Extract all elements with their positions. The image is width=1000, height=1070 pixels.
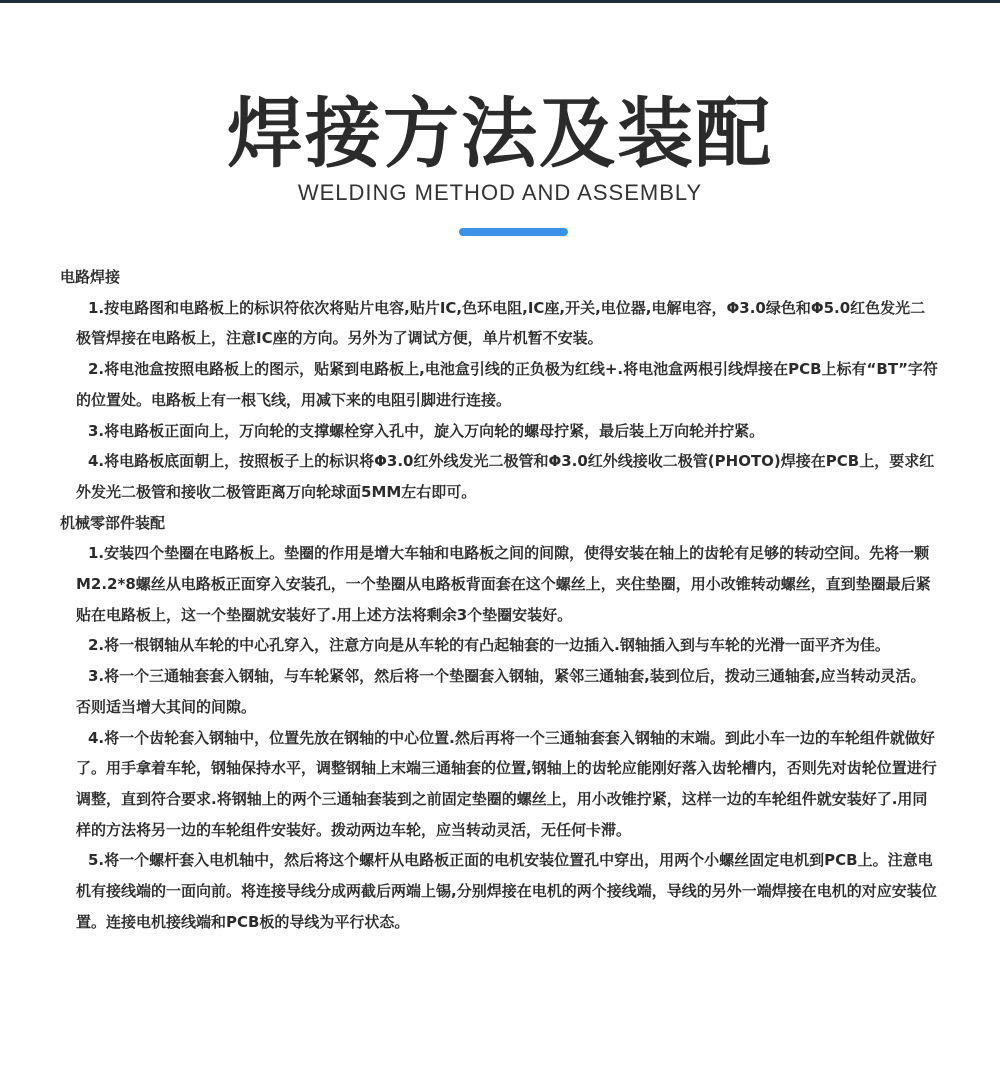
instruction-paragraph: 4.将电路板底面朝上，按照板子上的标识将Φ3.0红外线发光二极管和Φ3.0红外线接收二极管(PHOTO)焊接在PCB上，要求红外发光二极管和接收二极管距离万向轮球面5MM左右即可。	[76, 452, 935, 501]
section-circuit-welding	[60, 262, 940, 508]
page-title: 焊接方法及装配	[227, 89, 773, 178]
instruction-paragraph: 3.将电路板正面向上，万向轮的支撑螺栓穿入孔中，旋入万向轮的螺母拧紧，最后装上万向轮并拧紧。	[88, 421, 765, 440]
section-title: 机械零部件装配	[60, 513, 166, 532]
instruction-paragraph: 2.将一根钢轴从车轮的中心孔穿入，注意方向是从车轮的有凸起轴套的一边插入.钢轴插入到与车轮的光滑一面平齐为佳。	[88, 636, 890, 655]
instruction-paragraph: 2.将电池盒按照电路板上的图示，贴紧到电路板上,电池盒引线的正负极为红线+.将电池盒两根引线焊接在PCB上标有“BT”字符的位置处。电路板上有一根飞线，用减下来的电阻引脚进行连接。	[76, 360, 938, 409]
instructions-body	[60, 262, 940, 937]
top-border-bar	[0, 0, 1000, 3]
instruction-paragraph: 3.将一个三通轴套套入钢轴，与车轮紧邻，然后将一个垫圈套入钢轴，紧邻三通轴套,装到位后，拨动三通轴套,应当转动灵活。否则适当增大其间的间隙。	[76, 667, 926, 716]
title-accent-underline	[459, 228, 568, 236]
instruction-paragraph: 5.将一个螺杆套入电机轴中，然后将这个螺杆从电路板正面的电机安装位置孔中穿出，用两个小螺丝固定电机到PCB上。注意电机有接线端的一面向前。将连接导线分成两截后两端上锡,分别焊接在电机的两个接线端，导线的另外一端焊接在电机的对应安装位置。连接电机接线端和PCB板的导线为平行状态。	[76, 851, 937, 931]
instruction-paragraph: 1.安装四个垫圈在电路板上。垫圈的作用是增大车轴和电路板之间的间隙，使得安装在轴上的齿轮有足够的转动空间。先将一颗M2.2*8螺丝从电路板正面穿入安装孔，一个垫圈从电路板背面套在这个螺丝上，夹住垫圈，用小改锥转动螺丝，直到垫圈最后紧贴在电路板上，这一个垫圈就安装好了.用上述方法将剩余3个垫圈安装好。	[76, 544, 931, 624]
section-mechanical-assembly	[60, 508, 940, 938]
section-title: 电路焊接	[60, 268, 121, 286]
instruction-paragraph: 1.按电路图和电路板上的标识符依次将贴片电容,贴片IC,色环电阻,IC座,开关,电位器,电解电容，Φ3.0绿色和Φ5.0红色发光二极管焊接在电路板上，注意IC座的方向。另外为了调试方便，单片机暂不安装。	[76, 298, 926, 348]
page-subtitle: WELDING METHOD AND ASSEMBLY	[297, 180, 703, 205]
instruction-paragraph: 4.将一个齿轮套入钢轴中，位置先放在钢轴的中心位置.然后再将一个三通轴套套入钢轴的末端。到此小车一边的车轮组件就做好了。用手拿着车轮，钢轴保持水平，调整钢轴上末端三通轴套的位置,钢轴上的齿轮应能刚好落入齿轮槽内，否则先对齿轮位置进行调整，直到符合要求.将钢轴上的两个三通轴套装到之前固定垫圈的螺丝上，用小改锥拧紧，这样一边的车轮组件就安装好了.用同样的方法将另一边的车轮组件安装好。拨动两边车轮，应当转动灵活，无任何卡滞。	[76, 728, 937, 839]
